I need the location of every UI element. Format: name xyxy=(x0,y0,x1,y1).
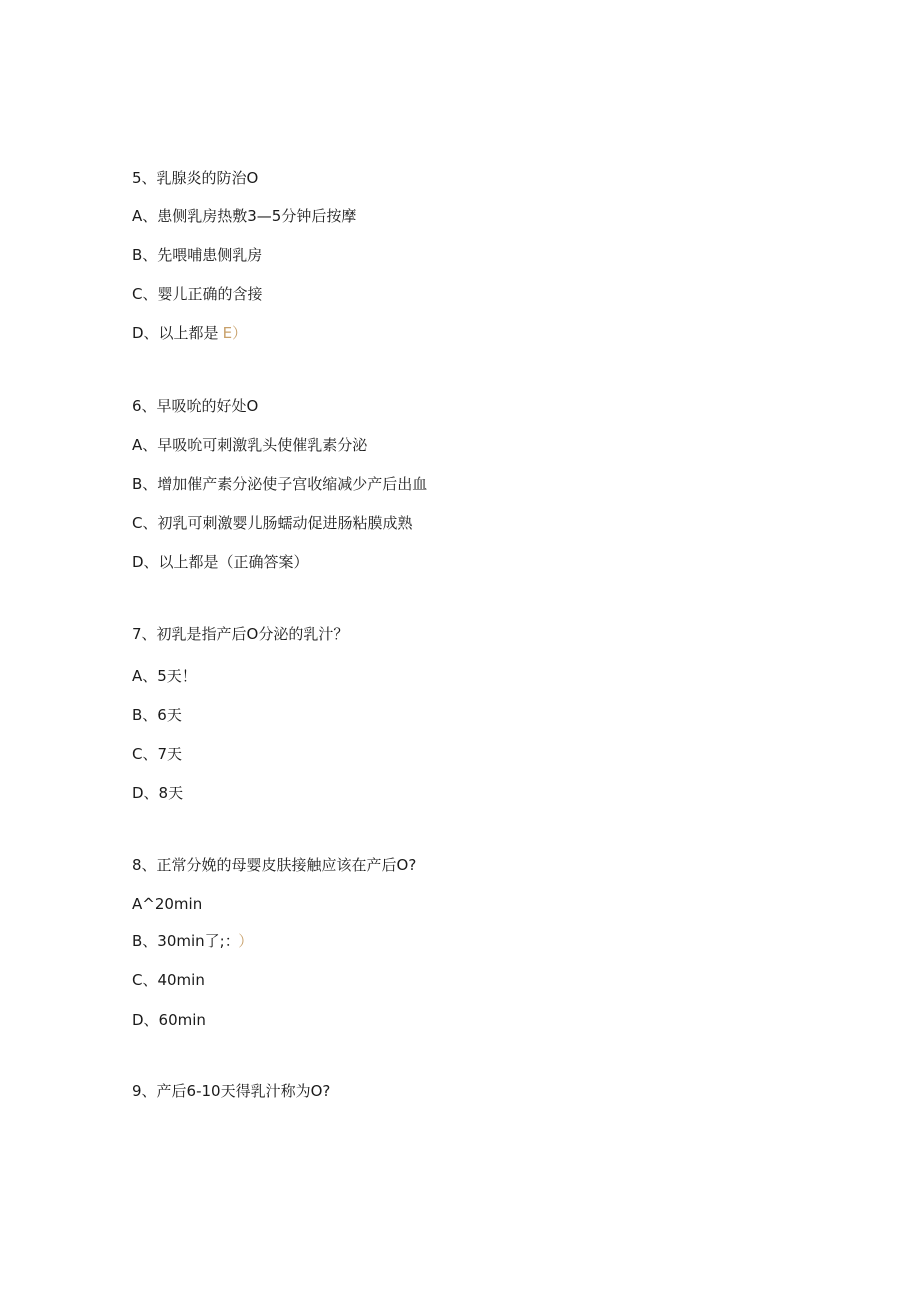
question-7-stem: 7、初乳是指产后O分泌的乳汁？ xyxy=(132,625,349,643)
question-6-option-d: D、以上都是（正确答案） xyxy=(132,553,309,571)
question-6-option-a: A、早吸吮可刺激乳头使催乳素分泌 xyxy=(132,436,368,454)
question-8-option-c: C、40min xyxy=(132,971,205,989)
question-8-answer-mark: ） xyxy=(238,932,254,950)
question-5-option-c: C、婴儿正确的含接 xyxy=(132,285,263,303)
question-5-option-d-text: D、以上都是 xyxy=(132,324,219,342)
question-7-option-d: D、8天 xyxy=(132,784,184,802)
question-5-answer-mark: E） xyxy=(222,324,248,342)
question-5-option-b: B、先喂哺患侧乳房 xyxy=(132,246,263,264)
question-8-option-b xyxy=(132,931,253,951)
question-6-option-b: B、增加催产素分泌使子宫收缩减少产后出血 xyxy=(132,475,428,493)
question-7-option-b: B、6天 xyxy=(132,706,182,724)
question-5-option-a: A、患侧乳房热敷3—5分钟后按摩 xyxy=(132,207,357,225)
question-8-option-b-text: B、30min了;： xyxy=(132,932,233,950)
question-5-option-d xyxy=(132,323,247,343)
question-5-stem: 5、乳腺炎的防治O xyxy=(132,169,259,187)
question-9-stem: 9、产后6-10天得乳汁称为O? xyxy=(132,1082,331,1100)
question-7-option-c: C、7天 xyxy=(132,745,183,763)
question-6-stem: 6、早吸吮的好处O xyxy=(132,397,259,415)
question-8-option-a: A^20min xyxy=(132,895,203,913)
question-7-option-a: A、5天！ xyxy=(132,667,197,685)
question-8-option-d: D、60min xyxy=(132,1011,206,1029)
question-8-stem: 8、正常分娩的母婴皮肤接触应该在产后O? xyxy=(132,856,417,874)
question-6-option-c: C、初乳可刺激婴儿肠蠕动促进肠粘膜成熟 xyxy=(132,514,413,532)
